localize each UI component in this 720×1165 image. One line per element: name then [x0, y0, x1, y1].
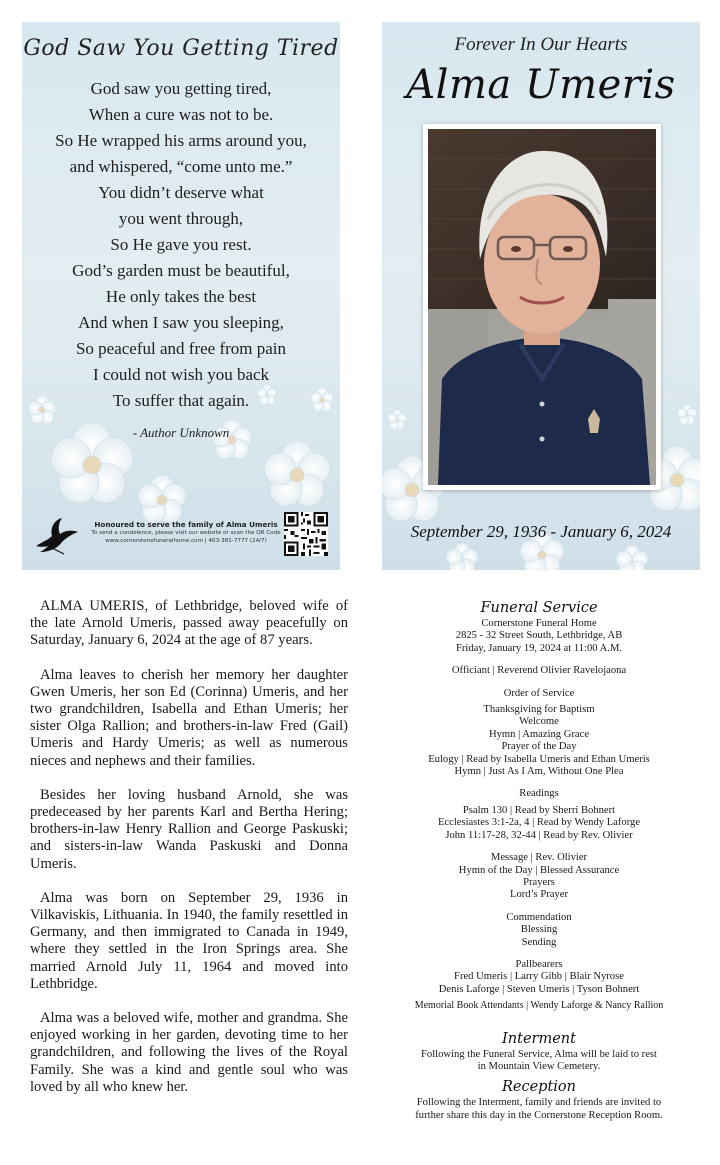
commendation-item: Blessing — [520, 924, 558, 936]
order-title: Order of Service — [503, 687, 575, 699]
pallbearers-title: Pallbearers — [515, 958, 563, 970]
commendation-item: Commendation — [506, 911, 572, 923]
honour-title: Honoured to serve the family of Alma Umeris — [94, 520, 278, 529]
reading-item: John 11:17-28, 32-44 | Read by Rev. Olivier — [445, 829, 633, 841]
pallbearers-names: Denis Laforge | Steven Umeris | Tyson Bohnert — [438, 983, 640, 995]
order-item: Hymn | Amazing Grace — [488, 728, 590, 740]
commendation-item: Sending — [521, 936, 557, 948]
cover-heading: Forever In Our Hearts — [454, 34, 628, 55]
order-item: Prayer of the Day — [501, 741, 577, 753]
message-item: Message | Rev. Olivier — [490, 852, 588, 864]
cover-card — [382, 22, 700, 570]
service-address: 2825 - 32 Street South, Lethbridge, AB — [455, 630, 623, 642]
order-item: Hymn | Just As I Am, Without One Plea — [454, 766, 624, 778]
obituary-paragraph: Alma was born on September 29, 1936 in Vilkaviskis, Lithuania. In 1940, the family resettled in Germany, and then immigrated to Canada in 1949, where they settled in the Iron Springs area. She married Arnold July 11, 1964 and moved into Lethbridge. — [30, 889, 348, 992]
order-item: Eulogy | Read by Isabella Umeris and Ethan Umeris — [428, 753, 650, 765]
poem-line: God saw you getting tired, — [90, 79, 272, 98]
service-program — [380, 598, 698, 1122]
memorial-book-attendants: Memorial Book Attendants | Wendy Laforge & Nancy Rallion — [414, 1000, 664, 1012]
portrait-photo — [428, 129, 656, 485]
service-datetime: Friday, January 19, 2024 at 11:00 A.M. — [455, 642, 623, 654]
message-item: Prayers — [523, 876, 555, 888]
order-item: Welcome — [519, 716, 559, 728]
honour-instructions: To send a condolence, please visit our website or scan the QR Code — [91, 530, 281, 536]
service-venue: Cornerstone Funeral Home — [481, 618, 597, 629]
poem-line: To suffer that again. — [112, 391, 250, 410]
pallbearers-names: Fred Umeris | Larry Gibb | Blair Nyrose — [454, 971, 624, 983]
reception-heading: Reception — [501, 1079, 576, 1096]
reading-item: Psalm 130 | Read by Sherri Bohnert — [462, 804, 616, 816]
interment-heading: Interment — [502, 1030, 576, 1047]
poem-line: So peaceful and free from pain — [75, 339, 287, 358]
poem-body — [22, 76, 340, 414]
message-item: Hymn of the Day | Blessed Assurance — [458, 864, 620, 876]
honour-contact: www.cornerstonefuneralhome.com | 403-381-7777 (24/7) — [105, 538, 267, 544]
reading-item: Ecclesiastes 3:1-2a, 4 | Read by Wendy Laforge — [437, 817, 641, 829]
obituary-paragraph: Alma leaves to cherish her memory her daughter Gwen Umeris, her son Ed (Corinna) Umeris, and her two grandchildren, Isabella and Ethan Umeris; her sister Olga Rallion; and brothers-in-law Fred (Gail) Umeris and Hardy Umeris; as well as numerous nieces and nephews and their families. — [30, 666, 348, 769]
poem-line: You didn’t deserve what — [98, 183, 264, 202]
order-item: Thanksgiving for Baptism — [483, 704, 595, 716]
poem-line: you went through, — [118, 209, 244, 228]
interment-text: Following the Funeral Service, Alma will be laid to rest — [421, 1048, 657, 1060]
poem-line: I could not wish you back — [92, 365, 270, 384]
poem-line: When a cure was not to be. — [88, 105, 274, 124]
service-heading: Funeral Service — [480, 600, 598, 616]
poem-line: and whispered, “come unto me.” — [69, 157, 293, 176]
poem-card — [22, 22, 340, 570]
interment-text: in Mountain View Cemetery. — [477, 1060, 601, 1072]
obituary — [30, 598, 348, 1113]
life-dates: September 29, 1936 - January 6, 2024 — [410, 522, 672, 541]
dove-icon — [32, 516, 80, 556]
reception-text: further share this day in the Cornerstone Reception Room. — [415, 1109, 663, 1121]
obituary-paragraph: ALMA UMERIS, of Lethbridge, beloved wife of the late Arnold Umeris, passed away peacefully on Saturday, January 6, 2024 at the age of 87 years. — [30, 598, 348, 649]
reception-text: Following the Interment, family and friends are invited to — [416, 1097, 662, 1109]
poem-line: And when I saw you sleeping, — [78, 313, 284, 332]
poem-line: He only takes the best — [105, 287, 257, 306]
poem-title: God Saw You Getting Tired — [23, 36, 339, 61]
poem-line: God’s garden must be beautiful, — [72, 261, 290, 280]
honour-text — [76, 520, 296, 545]
deceased-name: Alma Umeris — [406, 62, 676, 108]
poem-line: So He wrapped his arms around you, — [55, 131, 307, 150]
obituary-paragraph: Besides her loving husband Arnold, she was predeceased by her parents Karl and Bertha Hering; brothers-in-law Henry Rallion and George Paskuski; and sisters-in-law Wanda Paskuski and Donna Umeris. — [30, 786, 348, 872]
qr-code-icon[interactable] — [284, 512, 328, 556]
poem-line: So He gave you rest. — [110, 235, 252, 254]
poem-author: - Author Unknown — [132, 425, 230, 440]
funeral-home-footer — [30, 512, 332, 562]
message-item: Lord’s Prayer — [510, 889, 568, 901]
service-officiant: Officiant | Reverend Olivier Ravelojaona — [451, 665, 627, 677]
readings-title: Readings — [519, 788, 559, 800]
obituary-paragraph: Alma was a beloved wife, mother and grandma. She enjoyed working in her garden, devoting time to her grandchildren, and following the lives of the Royal Family. She was a kind and gentle soul who was loved by all who knew her. — [30, 1010, 348, 1095]
portrait-frame — [423, 124, 661, 490]
